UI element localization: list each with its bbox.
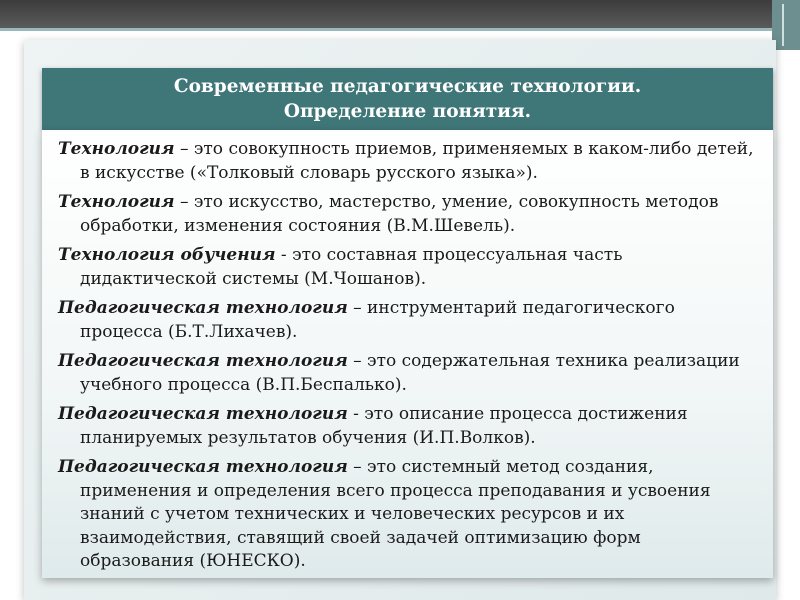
top-accent-line bbox=[0, 28, 800, 31]
definition-term: Педагогическая технология bbox=[58, 298, 348, 318]
definition-text: – это содержательная техника реализации учебного процесса (В.П.Беспалько). bbox=[80, 351, 740, 395]
definition-term: Педагогическая технология bbox=[58, 457, 348, 477]
definition-item bbox=[58, 297, 759, 344]
definition-term: Педагогическая технология bbox=[58, 404, 348, 424]
definition-item bbox=[58, 191, 759, 238]
definition-term: Технология bbox=[58, 192, 175, 212]
definition-text: – инструментарий педагогического процесса (Б.Т.Лихачев). bbox=[80, 298, 675, 342]
definition-item bbox=[58, 403, 759, 450]
definition-term: Технология обучения bbox=[58, 245, 276, 265]
definition-item bbox=[58, 244, 759, 291]
definition-text: – это совокупность приемов, применяемых в каком-либо детей, в искусстве («Толковый словарь русского языка»). bbox=[80, 139, 754, 183]
title-line-1: Современные педагогические технологии. bbox=[173, 76, 642, 97]
definition-item bbox=[58, 138, 759, 185]
definition-text: - это описание процесса достижения планируемых результатов обучения (И.П.Волков). bbox=[80, 404, 688, 448]
definition-item bbox=[58, 456, 759, 574]
top-band bbox=[0, 0, 800, 28]
definition-text: – это системный метод создания, применения и определения всего процесса преподавания и усвоения знаний с учетом технических и человеческих ресурсов и их взаимодействия, ставящий своей задачей оптимизацию форм образования (ЮНЕСКО). bbox=[80, 457, 711, 571]
definition-item bbox=[58, 350, 759, 397]
definition-text: - это составная процессуальная часть дидактической системы (М.Чошанов). bbox=[80, 245, 623, 289]
definition-term: Педагогическая технология bbox=[58, 351, 348, 371]
definition-term: Технология bbox=[58, 139, 175, 159]
definition-list bbox=[42, 130, 773, 574]
slide-title bbox=[42, 68, 773, 130]
corner-decoration bbox=[772, 0, 800, 50]
definition-text: – это искусство, мастерство, умение, совокупность методов обработки, изменения состояния (В.М.Шевель). bbox=[80, 192, 719, 236]
content-panel bbox=[42, 130, 773, 578]
title-line-2: Определение понятия. bbox=[283, 101, 532, 122]
